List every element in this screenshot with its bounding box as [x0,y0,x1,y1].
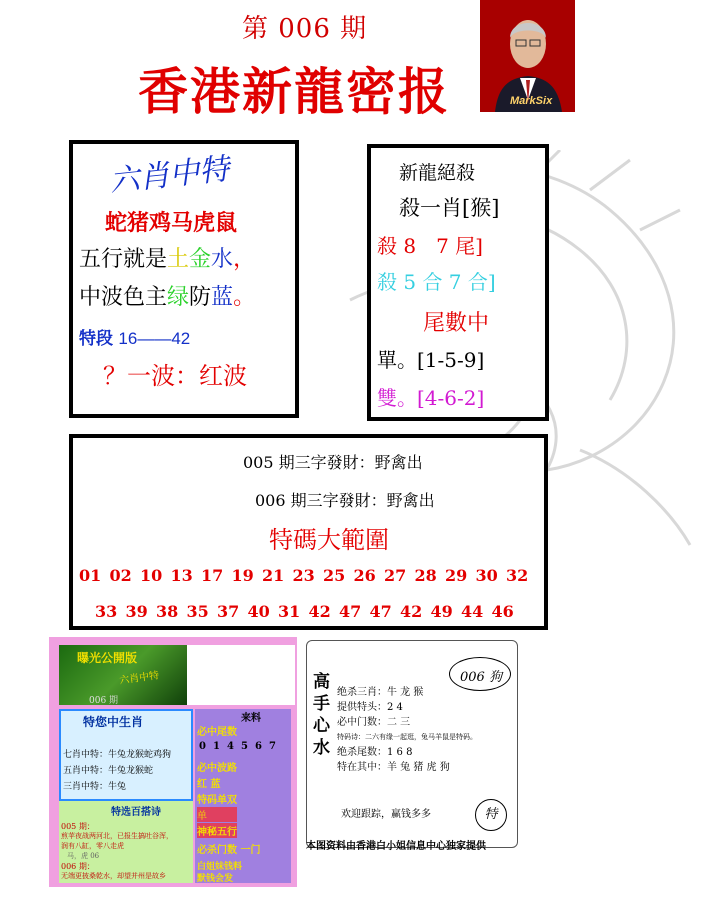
side-tail-number: 1 [213,741,220,752]
right-kill-box [367,144,549,421]
side-column [195,709,291,883]
range-number: 02 [109,566,132,585]
range-number: 32 [506,566,529,585]
side-kill-door [197,841,260,856]
wave-pick: ？一波：红波 [103,362,247,390]
range-box [69,434,548,630]
welcome-text: 欢迎跟踪，赢钱多多 [341,809,431,820]
tail-middle: 尾數中 [423,311,490,336]
number-row-1 [79,566,539,585]
range-number: 42 [400,602,423,621]
wave-blue: 蓝 [211,285,234,310]
special-stamp: 特 [475,799,507,831]
range-number: 35 [186,602,209,621]
range-number: 47 [339,602,362,621]
side-wave-value: 红 蓝 [197,779,221,790]
expert-vertical-title [313,671,333,759]
banner-blank [187,645,295,705]
side-wuxing: 神秘五行 [197,823,237,838]
six-zodiac-stamp: 六肖中特 [107,151,231,200]
must-door: 必中门数：二 三 [337,717,411,728]
host-photo [480,0,575,112]
kill-tails: 绝杀尾数：1 6 8 [337,747,413,758]
wuxing-water: 水 [211,247,234,272]
range-number: 23 [292,566,315,585]
note-prev-poem: 煎苹夜战两河北，已报生搞吐谷浑， [61,832,173,840]
range-title: 特碼大範圍 [269,526,389,554]
issue-number: 第 006 期 [242,14,368,44]
double-tails: 雙。[4-6-2] [377,386,485,410]
seven-zodiac: 七肖中特：牛兔龙猴蛇鸡狗 [63,750,172,760]
kill-sum: 殺 5 合 7 合] [377,270,496,294]
vertical-char: 高 [313,672,330,692]
wuxing-earth: 土 [167,247,190,272]
banner-issue: 006 期 [89,696,119,706]
range-number: 21 [262,566,285,585]
side-wave: 必中波路 [197,763,237,774]
range-number: 13 [170,566,193,585]
range-number: 19 [231,566,254,585]
range-number: 01 [79,566,102,585]
note-prev-answer: 马，虎 06 [67,852,100,860]
number-row-2 [95,602,525,621]
side-tail-number: 5 [241,741,248,752]
wave-suffix: 。 [233,285,256,310]
range-number: 40 [247,602,270,621]
range-number: 37 [217,602,240,621]
zodiac-panel [59,709,193,801]
special-head: 提供特头：2 4 [337,702,403,713]
range-number: 44 [461,602,484,621]
side-kill-door-label: 必杀门数 [197,845,237,856]
kill-tail: 殺 8 7 尾] [377,234,483,258]
bubble-text: 006 狗 [460,670,502,685]
side-tail-number: 6 [255,741,262,752]
note-prev-hint: 润有八缸，零八走虎 [61,842,124,850]
wave-color-line [79,280,255,311]
range-number: 26 [353,566,376,585]
note-cur-poem: 无端更披桑乾水，却望并州是故乡 [61,872,166,880]
side-tail: 必中尾数 [197,727,237,738]
range-number: 17 [201,566,224,585]
side-tail-number: 7 [269,741,276,752]
side-sister: 白姐妹钱料 [197,862,243,872]
range-number: 29 [445,566,468,585]
five-zodiac: 五肖中特：牛兔龙猴蛇 [63,766,154,776]
wuxing-prefix: 五行就是 [79,247,168,272]
special-poem: 特码诗：二六有缘一起逛，兔马羊鼠是特码。 [337,733,477,741]
riddle-current: 006 期三字發財：野禽出 [255,491,435,510]
riddle-prev: 005 期三字發財：野禽出 [243,453,423,472]
banner-title: 曝光公開版 [77,651,138,665]
note-cur-issue: 006 期： [61,862,95,871]
expert-list [337,685,477,775]
range-label: 特段 [79,329,113,349]
range-number: 27 [384,566,407,585]
public-panel [49,637,297,887]
zodiac-heading: 特您中生肖 [83,715,144,729]
side-footer: 默钱会发 [197,874,234,884]
special-among: 特在其中：羊 兔 猪 虎 狗 [337,762,450,773]
wuxing-gold: 金 [189,247,212,272]
range-number: 38 [156,602,179,621]
left-tip-box [69,140,299,418]
range-number: 49 [430,602,453,621]
side-odd-even: 特码单双 [197,795,237,806]
side-tail-number: 4 [227,741,234,752]
kill-zodiac: 殺一肖[猴] [399,196,500,220]
wave-green: 绿 [167,285,190,310]
side-tail-number: 0 [199,741,206,752]
range-number: 33 [95,602,118,621]
range-number: 31 [278,602,301,621]
vertical-char: 手 [313,694,330,714]
vertical-char: 心 [313,716,330,736]
range-number: 46 [491,602,514,621]
poem-heading: 特选百搭诗 [111,807,161,818]
zodiac-list: 蛇猪鸡马虎鼠 [105,210,238,236]
poem-panel [59,801,193,883]
range-value: 16——42 [118,329,191,348]
wuxing-suffix: ， [233,247,256,272]
wuxing-line [79,242,255,273]
range-number: 47 [369,602,392,621]
photo-caption: MarkSix [510,95,553,107]
page-title: 香港新龍密报 [138,62,450,121]
three-zodiac: 三肖中特：牛兔 [63,782,127,792]
vertical-char: 水 [313,738,330,758]
side-kill-door-value: 一门 [240,845,261,856]
banner [59,645,187,705]
side-odd-value: 单 [197,807,237,822]
wave-prefix: 中波色主 [79,285,168,310]
range-number: 42 [308,602,331,621]
range-line [79,324,190,349]
expert-panel [306,640,518,848]
single-tails: 單。[1-5-9] [377,348,485,372]
kill-three-zodiac: 绝杀三肖：牛 龙 猴 [337,687,424,698]
note-prev-issue: 005 期： [61,822,95,831]
range-number: 39 [125,602,148,621]
kill-heading: 新龍絕殺 [399,162,476,184]
range-number: 30 [475,566,498,585]
wave-mid: 防 [189,285,212,310]
range-number: 25 [323,566,346,585]
credit-line: 本图资料由香港白小姐信息中心独家提供 [306,841,486,852]
side-tail-numbers [199,741,283,752]
range-number: 10 [140,566,163,585]
banner-sub: 六肖中特 [118,670,160,687]
range-number: 28 [414,566,437,585]
side-title: 来料 [241,713,261,724]
